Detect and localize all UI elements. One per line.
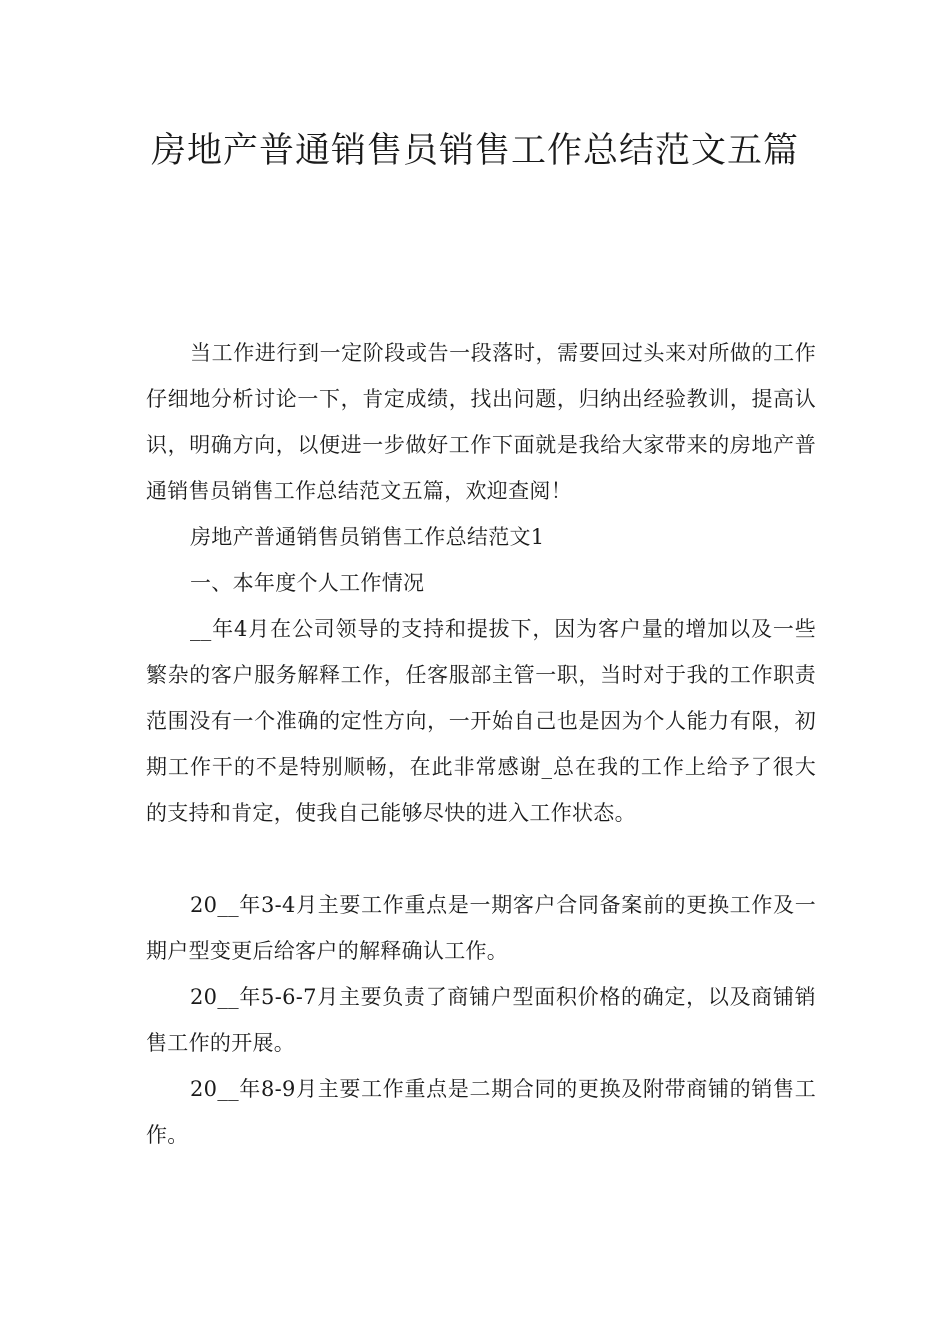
intro-paragraph: 当工作进行到一定阶段或告一段落时，需要回过头来对所做的工作仔细地分析讨论一下，肯定成绩，找出问题，归纳出经验教训，提高认识，明确方向，以便进一步做好工作下面就是我给大家带来的房地产普通销售员销售工作总结范文五篇，欢迎查阅！ <box>146 341 816 503</box>
subsection-heading: 一、本年度个人工作情况 <box>190 571 425 595</box>
body-paragraph: 20__年3-4月主要工作重点是一期客户合同备案前的更换工作及一期户型变更后给客户的解释确认工作。 <box>146 893 816 963</box>
document-body <box>146 330 816 1158</box>
document-title: 房地产普通销售员销售工作总结范文五篇 <box>150 131 799 171</box>
body-paragraph: 20__年8-9月主要工作重点是二期合同的更换及附带商铺的销售工作。 <box>146 1077 816 1147</box>
body-paragraph: 20__年5-6-7月主要负责了商铺户型面积价格的确定，以及商铺销售工作的开展。 <box>146 985 816 1055</box>
section-heading: 房地产普通销售员销售工作总结范文1 <box>190 525 545 549</box>
body-paragraph: __年4月在公司领导的支持和提拔下，因为客户量的增加以及一些繁杂的客户服务解释工作，任客服部主管一职，当时对于我的工作职责范围没有一个准确的定性方向，一开始自己也是因为个人能力有限，初期工作干的不是特别顺畅，在此非常感谢_总在我的工作上给予了很大的支持和肯定，使我自己能够尽快的进入工作状态。 <box>146 617 816 825</box>
